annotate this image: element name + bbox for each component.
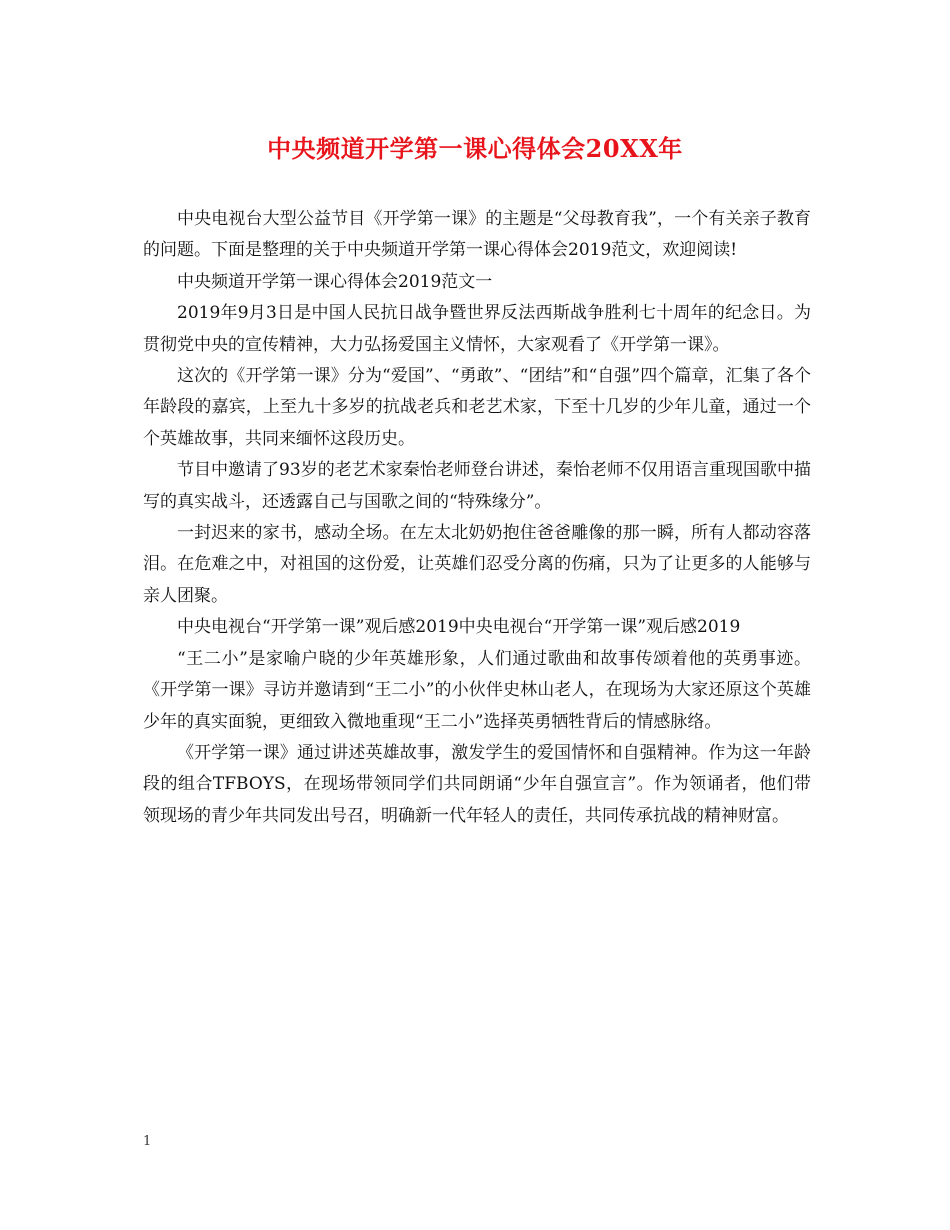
paragraph-anniversary: 2019年9月3日是中国人民抗日战争暨世界反法西斯战争胜利七十周年的纪念日。为贯彻党中央的宣传精神，大力弘扬爱国主义情怀，大家观看了《开学第一课》。 — [143, 303, 811, 355]
paragraph-qinyi: 节目中邀请了93岁的老艺术家秦怡老师登台讲述，秦怡老师不仅用语言重现国歌中描写的真实战斗，还透露自己与国歌之间的“特殊缘分”。 — [143, 460, 811, 512]
paragraph-chapters: 这次的《开学第一课》分为“爱国”、“勇敢”、“团结”和“自强”四个篇章，汇集了各个年龄段的嘉宾，上至九十多岁的抗战老兵和老艺术家，下至十几岁的少年儿童，通过一个个英雄故事，共同来缅怀这段历史。 — [143, 366, 811, 449]
paragraph-intro: 中央电视台大型公益节目《开学第一课》的主题是“父母教育我”，一个有关亲子教育的问题。下面是整理的关于中央频道开学第一课心得体会2019范文，欢迎阅读! — [143, 209, 811, 261]
paragraph-section-heading: 中央电视台“开学第一课”观后感2019中央电视台“开学第一课”观后感2019 — [177, 617, 741, 638]
paragraph-subheading: 中央频道开学第一课心得体会2019范文一 — [177, 271, 493, 292]
paragraph-wang-erxiao: “王二小”是家喻户晓的少年英雄形象，人们通过歌曲和故事传颂着他的英勇事迹。《开学第一课》寻访并邀请到“王二小”的小伙伴史林山老人，在现场为大家还原这个英雄少年的真实面貌，更细致入微地重现“王二小”选择英勇牺牲背后的情感脉络。 — [143, 648, 811, 732]
page-number: 1 — [143, 1134, 152, 1149]
paragraph-letter: 一封迟来的家书，感动全场。在左太北奶奶抱住爸爸雕像的那一瞬，所有人都动容落泪。在危难之中，对祖国的这份爱，让英雄们忍受分离的伤痛，只为了让更多的人能够与亲人团聚。 — [143, 523, 811, 606]
paragraph-tfboys: 《开学第一课》通过讲述英雄故事，激发学生的爱国情怀和自强精神。作为这一年龄段的组合TFBOYS，在现场带领同学们共同朗诵“少年自强宣言”。作为领诵者，他们带领现场的青少年共同发出号召，明确新一代年轻人的责任，共同传承抗战的精神财富。 — [143, 742, 811, 826]
page-title: 中央频道开学第一课心得体会20XX年 — [267, 134, 683, 163]
document-body — [143, 204, 811, 832]
